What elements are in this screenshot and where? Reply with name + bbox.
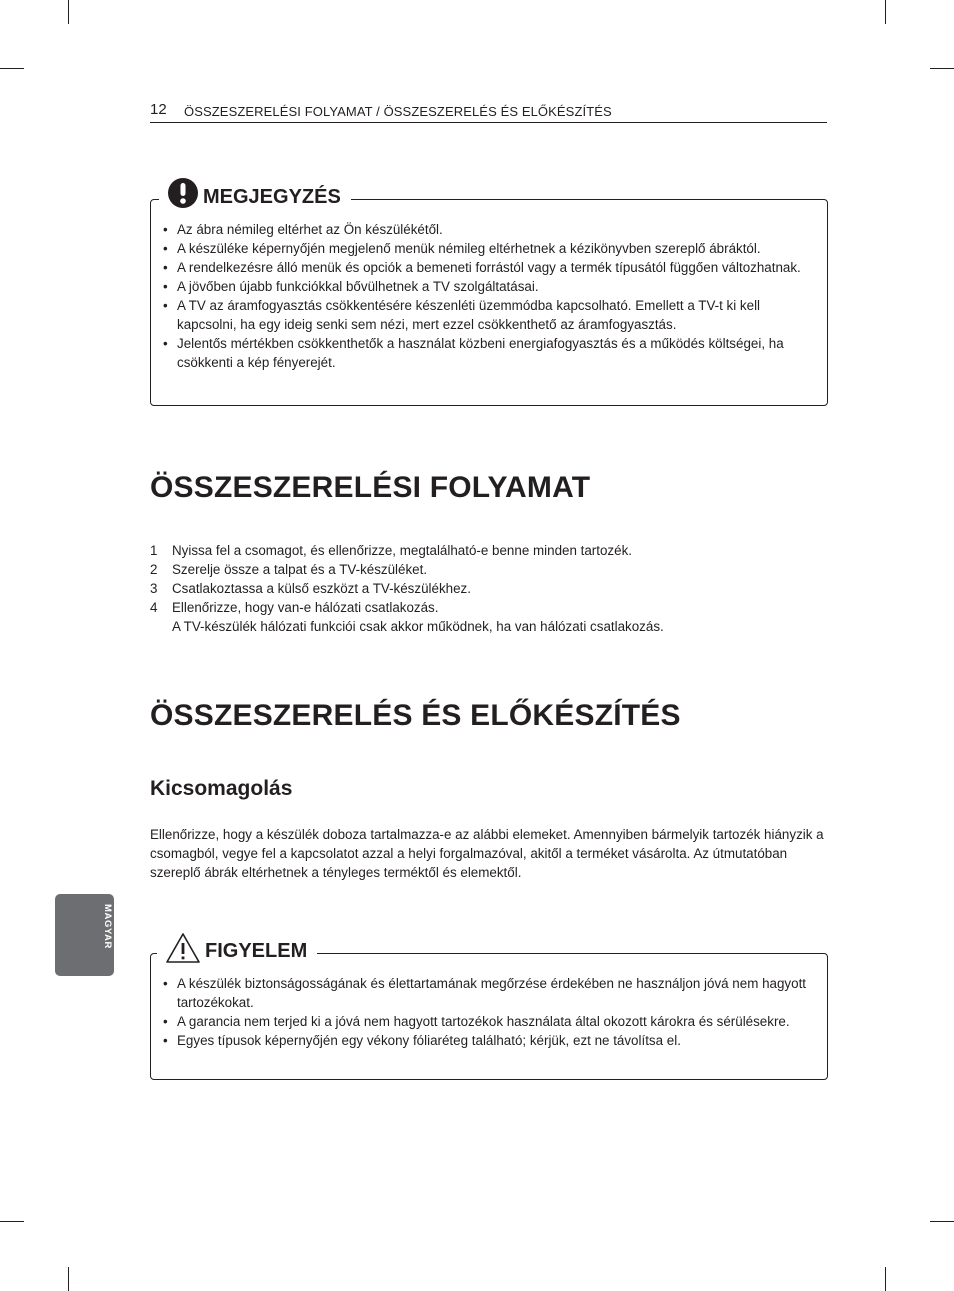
section-title: ÖSSZESZERELÉSI FOLYAMAT xyxy=(150,471,591,504)
note-item: • A jövőben újabb funkciókkal bővülhetnek a TV szolgáltatásai. xyxy=(163,277,809,296)
page-number: 12 xyxy=(150,101,167,118)
crop-mark xyxy=(0,68,24,69)
step-number: 2 xyxy=(150,562,158,577)
note-item: • A készüléke képernyőjén megjelenő menük némileg eltérhetnek a kézikönyvben szereplő ábráktól. xyxy=(163,239,809,258)
steps-list xyxy=(150,541,664,636)
note-item: • A TV az áramfogyasztás csökkentésére készenléti üzemmódba kapcsolható. Emellett a TV-t ki kell kapcsolni, ha egy ideig senki sem nézi, mert ezzel csökkenthető az áramfogyasztás. xyxy=(163,296,809,334)
warning-triangle-icon xyxy=(165,932,201,964)
step-text: Szerelje össze a talpat és a TV-készüléket. xyxy=(172,562,428,577)
step-item xyxy=(150,560,664,579)
note-title: MEGJEGYZÉS xyxy=(203,185,341,208)
crop-mark xyxy=(68,1267,69,1291)
crop-mark xyxy=(930,1221,954,1222)
note-item: • Jelentős mértékben csökkenthetők a használat közbeni energiafogyasztás és a működés költségei, ha csökkenti a kép fényerejét. xyxy=(163,334,809,372)
caution-list xyxy=(163,974,809,1050)
step-number: 1 xyxy=(150,543,158,558)
step-item xyxy=(150,541,664,560)
step-text: Csatlakoztassa a külső eszközt a TV-készülékhez. xyxy=(172,581,471,596)
note-item: • A rendelkezésre álló menük és opciók a bemeneti forrástól vagy a termék típusától függően változhatnak. xyxy=(163,258,809,277)
note-item: • Az ábra némileg eltérhet az Ön készülékétől. xyxy=(163,220,809,239)
step-number: 4 xyxy=(150,600,158,615)
running-title: ÖSSZESZERELÉSI FOLYAMAT / ÖSSZESZERELÉS ÉS ELŐKÉSZÍTÉS xyxy=(184,104,612,119)
step-text: Nyissa fel a csomagot, és ellenőrizze, megtalálható-e benne minden tartozék. xyxy=(172,543,632,558)
crop-mark xyxy=(68,0,69,24)
unpacking-paragraph: Ellenőrizze, hogy a készülék doboza tartalmazza-e az alábbi elemeket. Amennyiben bármelyik tartozék hiányzik a csomagból, vegye fel a kapcsolatot azzal a helyi forgalmazóval, akitől a terméket vásárolta. Az útmutatóban szereplő ábrák eltérhetnek a tényleges terméktől és elemektől. xyxy=(150,827,824,880)
language-tab xyxy=(55,894,114,976)
step-item xyxy=(150,598,664,636)
crop-mark xyxy=(0,1221,24,1222)
note-box xyxy=(150,185,828,406)
step-number: 3 xyxy=(150,581,158,596)
note-list xyxy=(163,220,809,372)
language-tab-label: MAGYAR xyxy=(102,904,113,949)
step-item xyxy=(150,579,664,598)
crop-mark xyxy=(885,1267,886,1291)
subsection-title: Kicsomagolás xyxy=(150,777,293,800)
step-text: Ellenőrizze, hogy van-e hálózati csatlakozás. xyxy=(172,600,439,615)
crop-mark xyxy=(930,68,954,69)
caution-item: • A garancia nem terjed ki a jóvá nem hagyott tartozékok használata által okozott károkra és sérülésekre. xyxy=(163,1012,809,1031)
caution-box xyxy=(150,939,828,1080)
step-note: A TV-készülék hálózati funkciói csak akkor működnek, ha van hálózati csatlakozás. xyxy=(172,619,664,634)
crop-mark xyxy=(885,0,886,24)
caution-title: FIGYELEM xyxy=(205,939,308,962)
caution-item: • A készülék biztonságosságának és élettartamának megőrzése érdekében ne használjon jóvá nem hagyott tartozékokat. xyxy=(163,974,809,1012)
page-header xyxy=(150,101,827,123)
caution-item: • Egyes típusok képernyőjén egy vékony fóliaréteg található; kérjük, ezt ne távolítsa el. xyxy=(163,1031,809,1050)
exclamation-circle-icon xyxy=(167,177,199,209)
caution-header xyxy=(157,932,317,970)
note-header xyxy=(159,177,351,217)
section-title: ÖSSZESZERELÉS ÉS ELŐKÉSZÍTÉS xyxy=(150,699,681,732)
